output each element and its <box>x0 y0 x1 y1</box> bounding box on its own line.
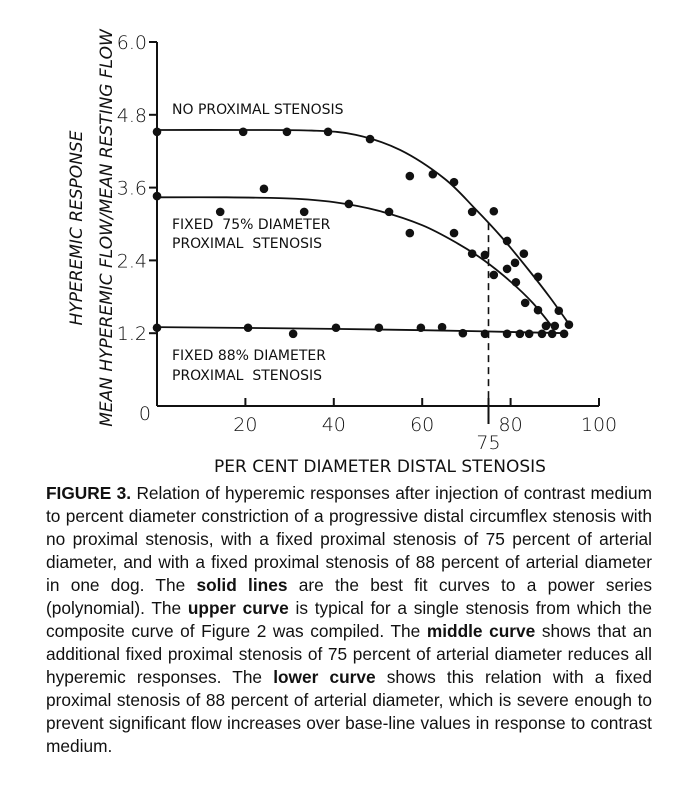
point-no-proximal <box>554 306 563 315</box>
y-tick-label: 3.6 <box>116 177 147 200</box>
point-75-proximal <box>153 192 162 201</box>
caption-text-2: are the best fit curves to a power series (polynomial). The <box>46 575 653 618</box>
y-tick-label: 2.4 <box>116 250 147 273</box>
x-tick-label: 20 <box>233 414 258 436</box>
point-88-proximal <box>525 330 534 339</box>
point-88-proximal <box>153 323 162 332</box>
x-axis-label: PER CENT DIAMETER DISTAL STENOSIS <box>214 457 546 477</box>
caption-bold-upper-curve: upper curve <box>187 598 289 618</box>
point-no-proximal <box>153 127 162 136</box>
point-75-proximal <box>551 322 560 331</box>
point-no-proximal <box>324 127 333 136</box>
point-75-proximal <box>490 271 499 280</box>
point-no-proximal <box>283 127 292 136</box>
point-no-proximal <box>468 208 477 217</box>
point-75-proximal <box>345 200 354 209</box>
x-tick-label: 80 <box>498 414 523 436</box>
point-75-proximal <box>450 229 459 238</box>
series-label-no-proximal: NO PROXIMAL STENOSIS <box>172 102 344 118</box>
y-tick-label: 0 <box>138 403 151 425</box>
point-no-proximal <box>450 178 459 187</box>
point-75-proximal <box>300 208 309 217</box>
caption-text-5: shows this relation with a fixed proximal stenosis of 88 percent of arterial diameter, which is severe enough to prevent significant flow increases over base-line values in response to contrast medium. <box>46 667 652 756</box>
point-no-proximal <box>429 170 438 179</box>
y-tick-label: 1.2 <box>116 323 147 346</box>
point-88-proximal <box>459 329 468 338</box>
x-tick-label: 100 <box>580 414 618 436</box>
point-75-proximal <box>503 265 512 274</box>
point-88-proximal <box>481 330 490 339</box>
y-axis-label-line1: HYPEREMIC RESPONSE <box>67 130 87 326</box>
point-75-proximal <box>512 278 521 287</box>
y-tick-label: 6.0 <box>116 32 147 54</box>
series-labels <box>172 102 344 384</box>
point-88-proximal <box>438 323 447 332</box>
point-88-proximal <box>548 330 557 339</box>
figure-label: FIGURE 3. <box>46 483 132 503</box>
point-75-proximal <box>511 259 520 268</box>
point-no-proximal <box>503 237 512 246</box>
caption-bold-solid-lines: solid lines <box>196 575 288 595</box>
series-label-75-line1: FIXED 75% DIAMETER <box>172 217 331 233</box>
y-ticks <box>117 32 157 425</box>
series-label-88-line1: FIXED 88% DIAMETER <box>172 348 326 364</box>
point-no-proximal <box>239 127 248 136</box>
caption-text-1: Relation of hyperemic responses after injection of contrast medium to percent diameter constriction of a progressive distal circumflex stenosis with no proximal stenosis, with a fixed proximal stenosis of 75 percent of arterial diameter, and with a fixed proximal stenosis of 88 percent of arterial diameter in one dog. The <box>46 483 653 595</box>
caption-bold-lower-curve: lower curve <box>273 667 376 687</box>
point-88-proximal <box>375 323 384 332</box>
caption-text-4: shows that an additional fixed proximal stenosis of 75 percent of arterial diameter reduces all hyperemic responses. The <box>46 621 653 687</box>
point-75-proximal <box>534 306 543 315</box>
point-75-proximal <box>216 208 225 217</box>
point-75-proximal <box>542 322 551 331</box>
figure-caption <box>46 482 652 758</box>
reference-label-75: 75 <box>476 432 501 454</box>
point-88-proximal <box>289 330 298 339</box>
point-no-proximal <box>565 320 574 329</box>
x-tick-label: 40 <box>321 414 346 436</box>
point-88-proximal <box>417 323 426 332</box>
y-axis-label-line2: MEAN HYPEREMIC FLOW/MEAN RESTING FLOW <box>97 29 117 427</box>
point-no-proximal <box>366 135 375 144</box>
x-tick-label: 60 <box>410 414 435 436</box>
series-label-88-line2: PROXIMAL STENOSIS <box>172 368 323 384</box>
point-75-proximal <box>481 251 490 260</box>
point-75-proximal <box>406 229 415 238</box>
point-88-proximal <box>538 330 547 339</box>
point-75-proximal <box>521 299 530 308</box>
point-no-proximal <box>490 207 499 216</box>
point-88-proximal <box>560 330 569 339</box>
series-label-75-line2: PROXIMAL STENOSIS <box>172 236 323 252</box>
caption-text-3: is typical for a single stenosis from which the composite curve of Figure 2 was compiled. The <box>46 598 652 641</box>
point-75-proximal <box>468 249 477 258</box>
point-88-proximal <box>503 330 512 339</box>
point-no-proximal <box>534 272 543 281</box>
point-no-proximal <box>520 249 529 258</box>
point-88-proximal <box>244 323 253 332</box>
point-no-proximal <box>406 172 415 181</box>
point-88-proximal <box>516 330 525 339</box>
y-tick-label: 4.8 <box>116 104 147 127</box>
x-ticks <box>233 398 617 436</box>
caption-bold-middle-curve: middle curve <box>426 621 536 641</box>
point-88-proximal <box>332 323 341 332</box>
point-75-proximal <box>260 185 269 194</box>
point-75-proximal <box>385 208 394 217</box>
